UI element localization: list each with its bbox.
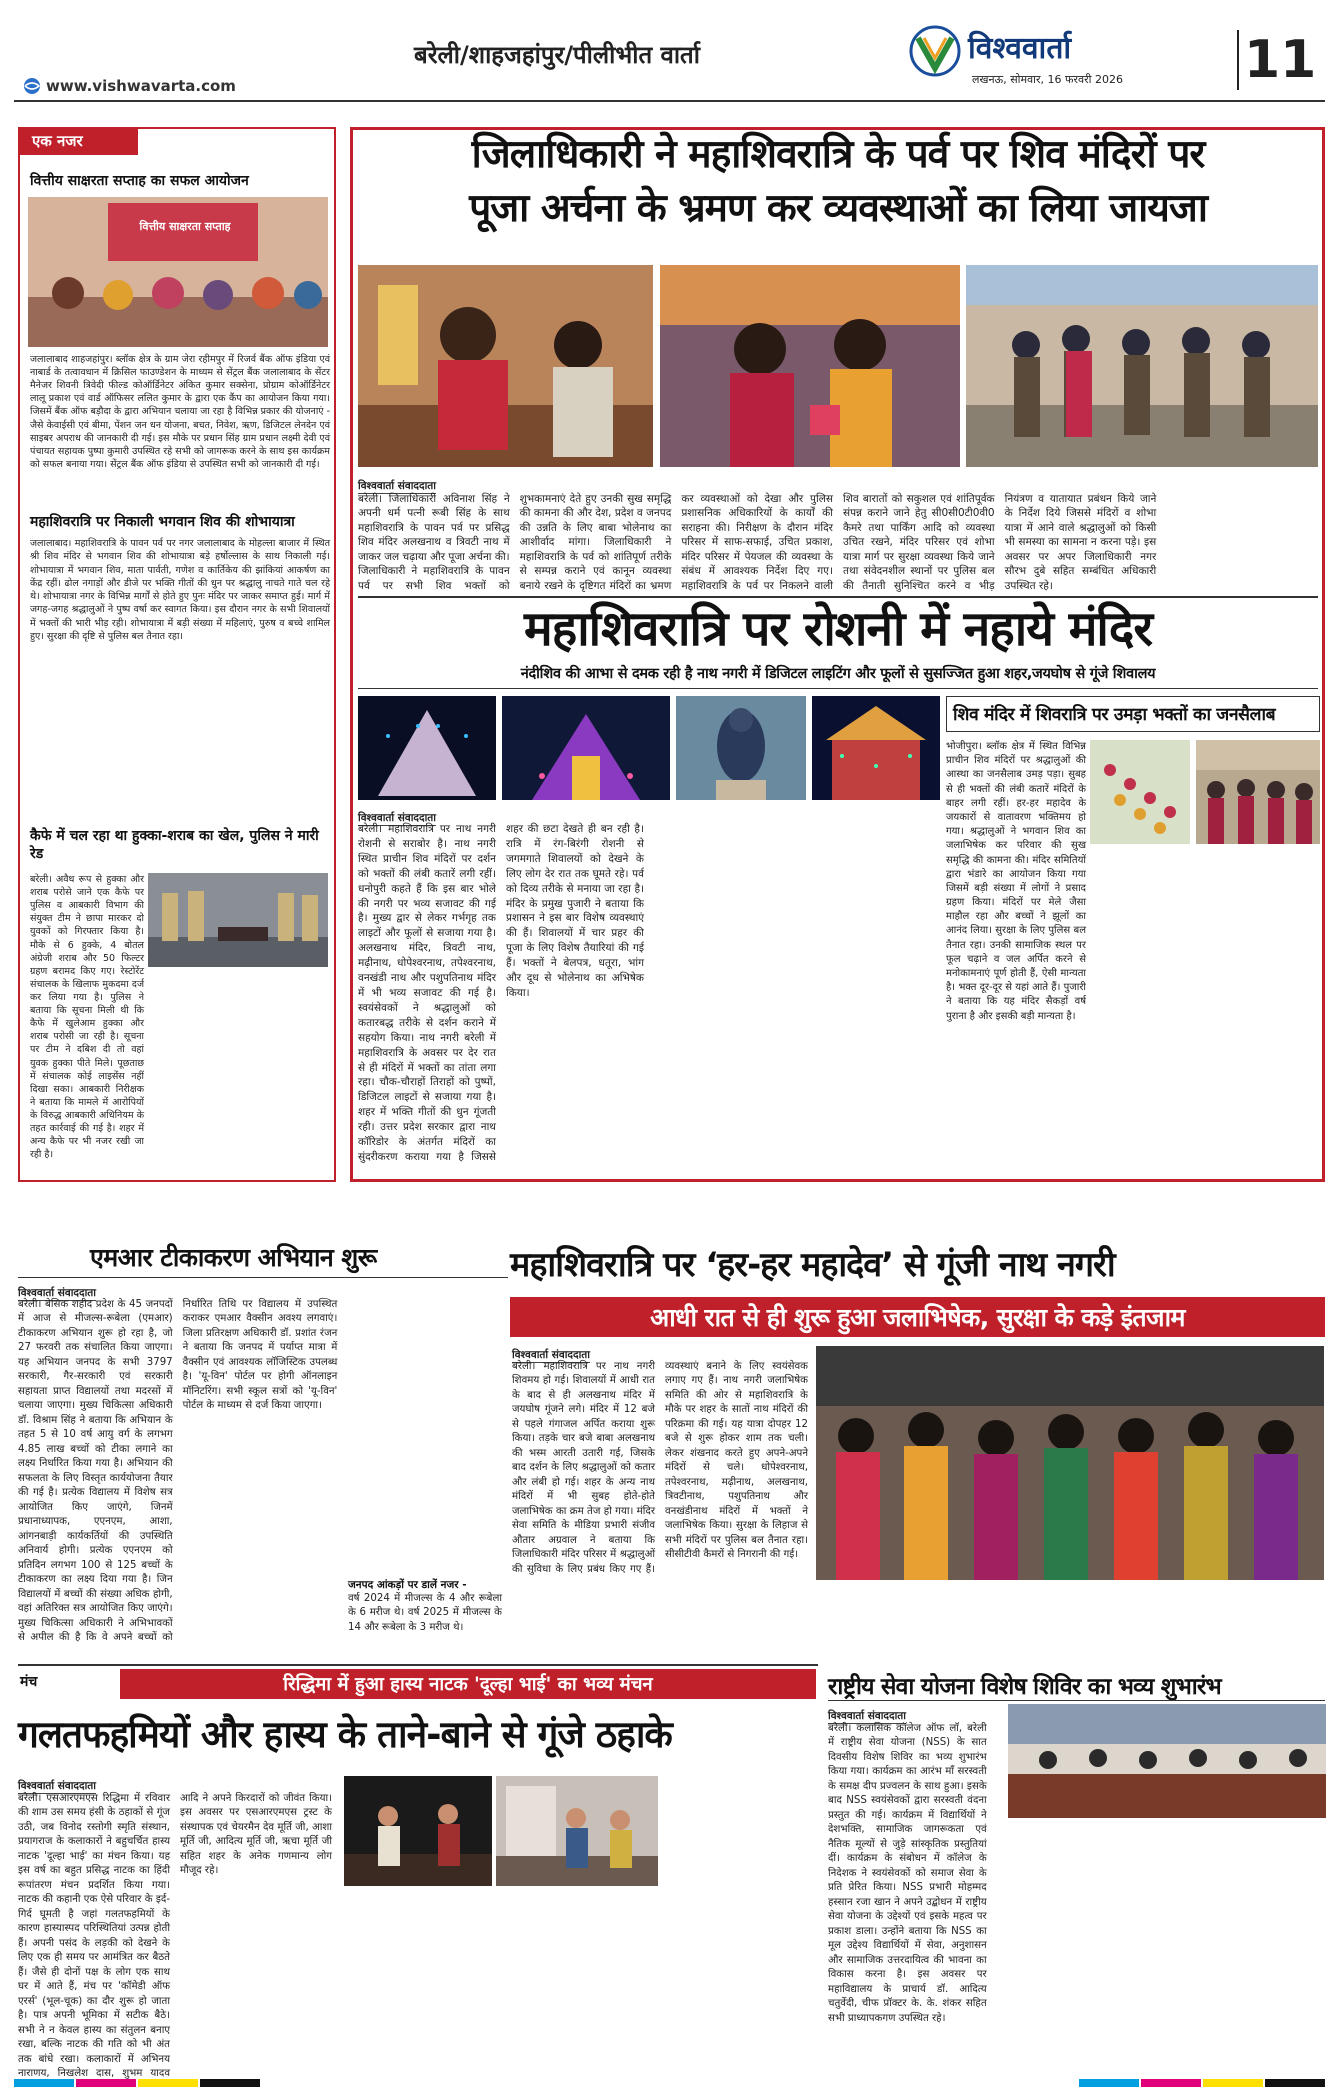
crowd-photo <box>1090 740 1190 844</box>
story3-heading: कैफे में चल रहा था हुक्का-शराब का खेल, पुलिस ने मारी रेड <box>30 828 319 863</box>
harhar-byline: विश्ववार्ता संवाददाता <box>512 1349 591 1361</box>
tika-stats-label: जनपद आंकड़ों पर डालें नजर - <box>348 1579 467 1591</box>
registration-strip <box>14 2072 1325 2080</box>
manch-headline: रिद्धिमा में हुआ हास्य नाटक 'दूल्हा भाई' का भव्य मंचन <box>120 1669 816 1699</box>
story2-heading: महाशिवरात्रि पर निकाली भगवान शिव की शोभायात्रा <box>30 514 295 530</box>
lead-photo-2 <box>660 265 960 467</box>
story3-photo <box>148 873 328 967</box>
paper-name: विश्ववार्ता <box>968 31 1072 66</box>
manch-rule <box>18 1664 818 1666</box>
lead-photo-3 <box>966 265 1318 467</box>
nss-rule <box>828 1700 1325 1701</box>
section-title: बरेली/शाहजहांपुर/पीलीभीत वार्ता <box>414 41 700 69</box>
third-body: भोजीपुरा। ब्लॉक क्षेत्र में स्थित विभिन्न प्राचीन शिव मंदिरों पर श्रद्धालुओं की आस्था का जनसैलाब उमड़ पड़ा। सुबह से ही भक्तों की लंबी कतारें मंदिरों के बाहर लगी रहीं। हर-हर महादेव के जयकारों से वातावरण भक्तिमय हो गया। श्रद्धालुओं ने भगवान शिव का जलाभिषेक कर परिवार की सुख समृद्धि की कामना की। मंदिर समितियों द्वारा भंडारे का आयोजन किया गया जिसमें बड़ी संख्या में लोगों ने प्रसाद ग्रहण किया। मंदिरों पर मेले जैसा माहौल रहा और बच्चों ने झूलों का आनंद लिया। सुरक्षा के लिए पुलिस बल तैनात रहा। उनकी सामाजिक स्थल पर फूल चढ़ाने व जल अर्पित करने से मनोकामनाएं पूर्ण होती हैं, ऐसी मान्यता है। भक्त दूर-दूर से यहां आते हैं। पुजारी ने बताया कि यह मंदिर सैकड़ों वर्ष पुराना है और इसकी बड़ी मान्यता है। <box>946 741 1086 1022</box>
website-link[interactable]: www.vishwavarta.com <box>46 77 236 95</box>
story1-body: जलालाबाद शाहजहांपुर। ब्लॉक क्षेत्र के ग्राम जेरा रहीमपुर में रिजर्व बैंक ऑफ इंडिया एवं नाबार्ड के तत्वावधान में क्रिसिल फाउण्डेशन के माध्यम से सेंट्रल बैंक जलालाबाद के सेंटर मैनेजर शिवनी त्रिवेदी फील्ड कोऑर्डिनेटर अंकित कुमार सक्सेना, प्रोग्राम कोऑर्डिनेटर लालू प्रकाश एवं वार्ड ऑफिसर ललित कुमार के द्वारा एक कैंप का आयोजन किया गया। जिसमें बैंक ऑफ बड़ौदा के द्वारा अभियान चलाया जा रहा है विभिन्न प्रकार की योजनाएं - जैसे केवाईसी एवं बीमा, पेंशन जन धन योजना, बचत, निवेश, ऋण, डिजिटल लेनदेन एवं साइबर अपराध की जानकारी दी गई। इस मौके पर प्रधान सिंह ग्राम प्रधान लक्ष्मी देवी एवं पंचायत सहायक पुष्पा कुमारी उपस्थित रहे सभी को जागरूक करने के साथ इस कार्यक्रम को सफल बनाया गया। सेंट्रल बैंक ऑफ इंडिया से उपस्थित सभी को जानकारी दी गई। <box>30 354 330 470</box>
tika-stats-text: वर्ष 2024 में मीजल्स के 4 और रूबेला के 6 मरीज थे। वर्ष 2025 में मीजल्स के 14 और रूबेला के 3 मरीज थे। <box>348 1593 502 1633</box>
manch-body: बरेली। एसआरएमएस रिद्धिमा में रविवार की शाम उस समय हंसी के ठहाकों से गूंज उठी, जब विनोद रस्तोगी स्मृति संस्थान, प्रयागराज के कलाकारों ने बहुचर्चित हास्य नाटक 'दूल्हा भाई' का मंचन किया। यह इस वर्ष का बहुत प्रसिद्ध नाटक का हिंदी रूपांतरण मंचन प्रदर्शित किया गया। नाटक की कहानी एक ऐसे परिवार के इर्द-गिर्द घूमती है जहां गलतफहमियों के कारण हास्यास्पद परिस्थितियां उत्पन्न होती हैं। अपनी पसंद के लड़की को देखने के लिए एक ही समय पर आमंत्रित कर बैठते हैं। जैसे ही दोनों पक्ष के लोग एक साथ घर में आते हैं, मंच पर 'कॉमेडी ऑफ एरर्स' (भूल-चूक) का दौर शुरू हो जाता है। पात्र अपनी भूमिका में सटीक बैठे। सभी ने न केवल हास्य का संतुलन बनाए रखा, बल्कि नाटक की गति को भी अंत तक बांधे रखा। कलाकारों में अभिनय नाराणय, निखलेश दास, शुभम यादव आदि ने अपने किरदारों को जीवंत किया। इस अवसर पर एसआरएमएस ट्रस्ट के संस्थापक एवं चेयरमैन देव मूर्ति जी, आशा मूर्ति जी, आदित्य मूर्ति जी, ऋचा मूर्ति जी सहित शहर के अनेक गणमान्य लोग मौजूद रहे। <box>18 1793 332 2080</box>
lead-photo-1 <box>358 265 653 467</box>
ek-nazar-box <box>18 127 336 1182</box>
lead-headline-1: जिलाधिकारी ने महाशिवरात्रि के पर्व पर शिव मंदिरों पर <box>471 132 1205 177</box>
lead-body: बरेली। जिलाधिकारी अविनाश सिंह ने अपनी धर्म पत्नी रूबी सिंह के साथ महाशिवरात्रि के पावन पर्व पर प्रसिद्ध शिव मंदिर अलखनाथ व त्रिवटी नाथ में जाकर जल चढ़ाया और पूजा अर्चना की। जिलाधिकारी ने महाशिवरात्रि के पावन पर्व पर सभी शिव भक्तों को शुभकामनाएं देते हुए उनकी सुख समृद्धि की कामना की और देश, प्रदेश व जनपद की उन्नति के लिए बाबा भोलेनाथ का आशीर्वाद मांगा। जिलाधिकारी ने महाशिवरात्रि के पर्व को शांतिपूर्ण तरीके से सम्पन्न कराने एवं कानून व्यवस्था बनाये रखने के दृष्टिगत मंदिरों का भ्रमण कर व्यवस्थाओं को देखा और पुलिस प्रशासनिक अधिकारियों के कार्यों की सराहना की। निरीक्षण के दौरान मंदिर परिसर में साफ-सफाई, उचित प्रकाश, मंदिर परिसर में पेयजल की व्यवस्था के संबंध में आवश्यक निर्देश दिए गए। महाशिवरात्रि के पर्व पर निकलने वाली शिव बारातों को सकुशल एवं शांतिपूर्वक संपन्न कराने जाने हेतु सी0सी0टी0वी0 कैमरे तथा पार्किंग आदि को व्यवस्था उचित रखने, मंदिर परिसर एवं शोभा यात्रा मार्ग पर सुरक्षा व्यवस्था किये जाने तथा संवेदनशील स्थानों पर पुलिस बल की तैनाती सुनिश्चित करने व भीड़ नियंत्रण व यातायात प्रबंधन किये जाने के निर्देश दिये जिससे मंदिरों व शोभा यात्रा में आने वाले श्रद्धालुओं को किसी भी समस्या का सामना न करना पड़े। इस अवसर पर अपर जिलाधिकारी नगर सौरभ दुबे सहित सम्बंधित अधिकारी उपस्थित रहे। <box>358 493 1157 592</box>
manch-big-headline: गलतफहमियों और हास्य के ताने-बाने से गूंजे ठहाके <box>18 1713 672 1756</box>
third-body-right <box>1092 850 1320 1176</box>
nss-headline: राष्ट्रीय सेवा योजना विशेष शिविर का भव्य शुभारंभ <box>828 1674 1221 1700</box>
dateline: लखनऊ, सोमवार, 16 फरवरी 2026 <box>972 73 1123 86</box>
harhar-subhead: आधी रात से ही शुरू हुआ जलाभिषेक, सुरक्षा के कड़े इंतजाम <box>510 1297 1325 1337</box>
masthead-rule <box>14 100 1325 102</box>
lead-headline-2: पूजा अर्चना के भ्रमण कर व्यवस्थाओं का लिया जायजा <box>469 186 1207 231</box>
nss-body: बरेली। कलासिक कॉलेज ऑफ लॉ, बरेली में राष्ट्रीय सेवा योजना (NSS) के सात दिवसीय विशेष शिविर का भव्य शुभारंभ किया गया। कार्यक्रम का आरंभ माँ सरस्वती के समक्ष दीप प्रज्वलन के साथ हुआ। इसके बाद NSS स्वयंसेवकों द्वारा सरस्वती वंदना प्रस्तुत की गई। कार्यक्रम में विद्यार्थियों ने देशभक्ति, सामाजिक जागरूकता एवं नैतिक मूल्यों से जुड़े सांस्कृतिक प्रस्तुतियां दीं। कार्यक्रम के संबोधन में कॉलेज के निदेशक ने स्वयंसेवकों को समाज सेवा के प्रति प्रेरित किया। NSS प्रभारी मोहम्मद हस्सान रजा खान ने अपने उद्बोधन में राष्ट्रीय सेवा योजना के उद्देश्यों एवं इसके महत्व पर प्रकाश डाला। उन्होंने बताया कि NSS का मूल उद्देश्य विद्यार्थियों में सेवा, अनुशासन और सामाजिक उत्तरदायित्व की भावना का विकास करना है। इस अवसर पर महाविद्यालय के प्राचार्य डॉ. आदित्य चतुर्वेदी, चीफ प्रॉक्टर के. के. शंकर सहित सभी प्राध्यापकगण उपस्थित रहे। <box>828 1723 987 2024</box>
story1-banner: वित्तीय साक्षरता सप्ताह <box>139 220 231 233</box>
manch-byline: विश्ववार्ता संवाददाता <box>18 1780 97 1792</box>
story3-body: बरेली। अवैध रूप से हुक्का और शराब परोसे जाने एक कैफे पर पुलिस व आबकारी विभाग की संयुक्त टीम ने छापा मारकर दो युवकों को गिरफ्तार किया है। मौके से 6 हुक्के, 4 बोतल अंग्रेजी शराब और 50 फिल्टर ग्रहण बरामद किए गए। रेस्टोरेंट संचालक के खिलाफ मुकदमा दर्ज कर लिया गया है। पुलिस ने बताया कि सूचना मिली थी कि कैफे में खुलेआम हुक्का और शराब परोसी जा रही है। सूचना पर टीम ने दबिश दी तो वहां युवक हुक्का पीते मिले। पूछताछ में संचालक कोई लाइसेंस नहीं दिखा सका। आबकारी निरीक्षक ने बताया कि मामले में आरोपियों के विरुद्ध आबकारी अधिनियम के तहत कार्रवाई की गई है। शहर में अन्य कैफे पर भी नजर रखी जा रही है। <box>30 874 144 1161</box>
third-headline: शिव मंदिर में शिवरात्रि पर उमड़ा भक्तों का जनसैलाब <box>946 696 1320 732</box>
page-number: 11 <box>1244 30 1317 90</box>
lead-byline: विश्ववार्ता संवाददाता <box>358 480 437 492</box>
temple-photo-3 <box>812 696 940 800</box>
story1-photo <box>28 197 328 347</box>
tika-stats-box <box>348 1578 502 1656</box>
temple-photo-1 <box>358 696 496 800</box>
tika-body: बरेली। बेसिक शहीद प्रदेश के 45 जनपदों में आज से मीजल्स-रूबेला (एमआर) टीकाकरण अभियान शुरू हो रहा है, जो 27 फरवरी तक संचालित किया जाएगा। यह अभियान जनपद के सभी 3797 सरकारी, गैर-सरकारी एवं सरकारी सहायता प्राप्त विद्यालयों तथा मदरसों में चलाया जाएगा। मुख्य चिकित्सा अधिकारी डॉ. विश्राम सिंह ने बताया कि अभियान के तहत 5 से 10 वर्ष आयु वर्ग के लगभग 4.85 लाख बच्चों को टीका लगाने का लक्ष्य निर्धारित किया गया है। अभियान की सफलता के लिए विस्तृत कार्ययोजना तैयार की गई है। प्रत्येक विद्यालय में विशेष सत्र आयोजित किए जाएंगे, जिनमें प्रधानाध्यापक, एएनएम, आशा, आंगनबाड़ी कार्यकर्तियों की उपस्थिति अनिवार्य होगी। प्रत्येक एएनएम को प्रतिदिन लगभग 100 से 125 बच्चों के टीकाकरण का लक्ष्य दिया गया है। जिन विद्यालयों में बच्चों की संख्या अधिक होगी, वहां अतिरिक्त सत्र आयोजित किए जाएंगे। मुख्य चिकित्सा अधिकारी ने अभिभावकों से अपील की है कि वे अपने बच्चों को निर्धारित तिथि पर विद्यालय में उपस्थित कराकर एमआर वैक्सीन अवश्य लगवाएं। जिला प्रतिरक्षण अधिकारी डॉ. प्रशांत रंजन ने बताया कि जनपद में पर्याप्त मात्रा में वैक्सीन एवं आवश्यक लॉजिस्टिक उपलब्ध है। 'यू-विन' पोर्टल पर होगी ऑनलाइन मॉनिटरिंग। सभी स्कूल सत्रों को 'यू-विन' पोर्टल के माध्यम से दर्ज किया जाएगा। <box>18 1299 338 1644</box>
second-divider <box>358 688 1318 689</box>
harhar-photo <box>816 1346 1324 1580</box>
crowd-photo-2 <box>1196 740 1320 844</box>
second-body: बरेली। महाशिवरात्रि पर नाथ नगरी रोशनी से सराबोर है। नाथ नगरी स्थित प्राचीन शिव मंदिरों पर दर्शन को भक्तों की लंबी कतारें लगी रहीं। धनोपुरी कहते हैं कि इस बार भोले की नगरी पर भव्य सजावट की गई है। मुख्य द्वार से लेकर गर्भगृह तक लाइटों और फूलों से सजाया गया है। अलखनाथ मंदिर, त्रिवटी नाथ, मढ़ीनाथ, धोपेश्वरनाथ, तपेश्वरनाथ, वनखंडी नाथ और पशुपतिनाथ मंदिर में भी भव्य सजावट की गई है। स्वयंसेवकों ने श्रद्धालुओं को कतारबद्ध तरीके से दर्शन कराने में सहयोग किया। नाथ नगरी बरेली में महाशिवरात्रि के अवसर पर देर रात से ही मंदिरों में भक्तों का तांता लगा रहा। चौक-चौराहों तिराहों को पुष्पों, डिजिटल लाइटों से सजाया गया है। शहर में भक्ति गीतों की धुन गूंजती रही। उत्तर प्रदेश सरकार द्वारा नाथ कॉरिडोर के अंतर्गत मंदिरों का सुंदरीकरण कराया गया है जिससे शहर की छटा देखते ही बन रही है। रात्रि में रंग-बिरंगी रोशनी से जगमगाते शिवालयों को देखने के लिए लोग देर रात तक घूमते रहे। पर्व को दिव्य तरीके से मनाया जा रहा है। मंदिर के प्रमुख पुजारी ने बताया कि प्रशासन ने इस बार विशेष व्यवस्थाएं की हैं। शिवालयों में चार प्रहर की पूजा के लिए विशेष तैयारियां की गई हैं। भक्तों ने बेलपत्र, धतूरा, भांग और दूध से भोलेनाथ का अभिषेक किया। <box>358 823 644 1163</box>
temple-photo-2 <box>502 696 670 800</box>
play-photo-1 <box>344 1776 492 1886</box>
story1-heading: वित्तीय साक्षरता सप्ताह का सफल आयोजन <box>30 173 249 189</box>
tika-byline: विश्ववार्ता संवाददाता <box>18 1287 97 1299</box>
story2-body: जलालाबाद। महाशिवरात्रि के पावन पर्व पर नगर जलालाबाद के मोहल्ला बाजार में स्थित श्री शिव मंदिर से भगवान शिव की शोभायात्रा बड़े हर्षोल्लास के साथ निकाली गई। शोभायात्रा में भगवान शिव, माता पार्वती, गणेश व कार्तिकेय की झांकियां आकर्षण का केंद्र रहीं। ढोल नगाड़ों और डीजे पर भक्ति गीतों की धुन पर श्रद्धालु नाचते गाते चल रहे थे। शोभायात्रा नगर के विभिन्न मार्गों से होते हुए पुनः मंदिर पर जाकर समाप्त हुई। मार्ग में जगह-जगह श्रद्धालुओं ने पुष्प वर्षा कर स्वागत किया। इस दौरान नगर के सभी शिवालयों में भक्तों की भारी भीड़ रही। शोभायात्रा में बड़ी संख्या में महिलाएं, पुरुष व बच्चे शामिल हुए। सुरक्षा की दृष्टि से पुलिस बल तैनात रहा। <box>30 538 330 643</box>
story3-body-cont <box>30 975 330 1175</box>
tika-headline: एमआर टीकाकरण अभियान शुरू <box>90 1243 377 1272</box>
globe-icon <box>22 76 42 96</box>
masthead <box>0 0 1339 102</box>
ek-nazar-tag: एक नजर <box>18 127 138 155</box>
second-headline: महाशिवरात्रि पर रोशनी में नहाये मंदिर <box>524 601 1152 657</box>
second-byline: विश्ववार्ता संवाददाता <box>358 812 437 824</box>
tika-rule <box>18 1277 508 1278</box>
page-divider <box>1237 30 1239 90</box>
harhar-headline: महाशिवरात्रि पर ‘हर-हर महादेव’ से गूंजी नाथ नगरी <box>510 1245 1115 1285</box>
second-subhead: नंदीशिव की आभा से दमक रही है नाथ नगरी में डिजिटल लाइटिंग और फूलों से सुसज्जित हुआ शहर,जयघोष से गूंजे शिवालय <box>520 666 1156 682</box>
paper-logo <box>908 24 962 78</box>
play-photo-2 <box>496 1776 658 1886</box>
shiva-statue-photo <box>676 696 806 800</box>
harhar-body-cont <box>512 1588 1324 1660</box>
nss-byline: विश्ववार्ता संवाददाता <box>828 1710 907 1722</box>
harhar-body: बरेली। महाशिवरात्रि पर नाथ नगरी शिवमय हो गई। शिवालयों में आधी रात के बाद से ही अलखनाथ मंदिर में जयघोष गूंजने लगे। मंदिर में 12 बजे से पहले गंगाजल अर्पित कराया शुरू किया। तड़के चार बजे बाबा अलखनाथ की भस्म आरती उतारी गई, जिसके बाद दर्शन के लिए श्रद्धालुओं को कतार और लंबी हो गई। शहर के अन्य नाथ मंदिरों में भी सुबह होते-होते जलाभिषेक का क्रम तेज हो गया। मंदिर सेवा समिति के मीडिया प्रभारी संजीव औतार अग्रवाल ने बताया कि जिलाधिकारी मंदिर परिसर में श्रद्धालुओं की सुविधा के लिए प्रबंध किए गए हैं। व्यवस्थाएं बनाने के लिए स्वयंसेवक लगाए गए हैं। नाथ नगरी जलाभिषेक समिति की ओर से महाशिवरात्रि के मौके पर शहर के सातों नाथ मंदिरों की परिक्रमा की गई। यह यात्रा दोपहर 12 बजे से शुरू होकर शाम तक चली। लेकर शंखनाद करते हुए अपने-अपने मंदिरों से चले। धोपेश्वरनाथ, तपेश्वरनाथ, मढ़ीनाथ, अलखनाथ, त्रिवटीनाथ, पशुपतिनाथ और वनखंडीनाथ मंदिरों में भक्तों ने जलाभिषेक किया। सुरक्षा के लिहाज से सभी मंदिरों पर पुलिस बल तैनात रहा। सीसीटीवी कैमरों से निगरानी की गई। <box>512 1361 808 1575</box>
manch-kicker: मंच <box>20 1674 38 1690</box>
